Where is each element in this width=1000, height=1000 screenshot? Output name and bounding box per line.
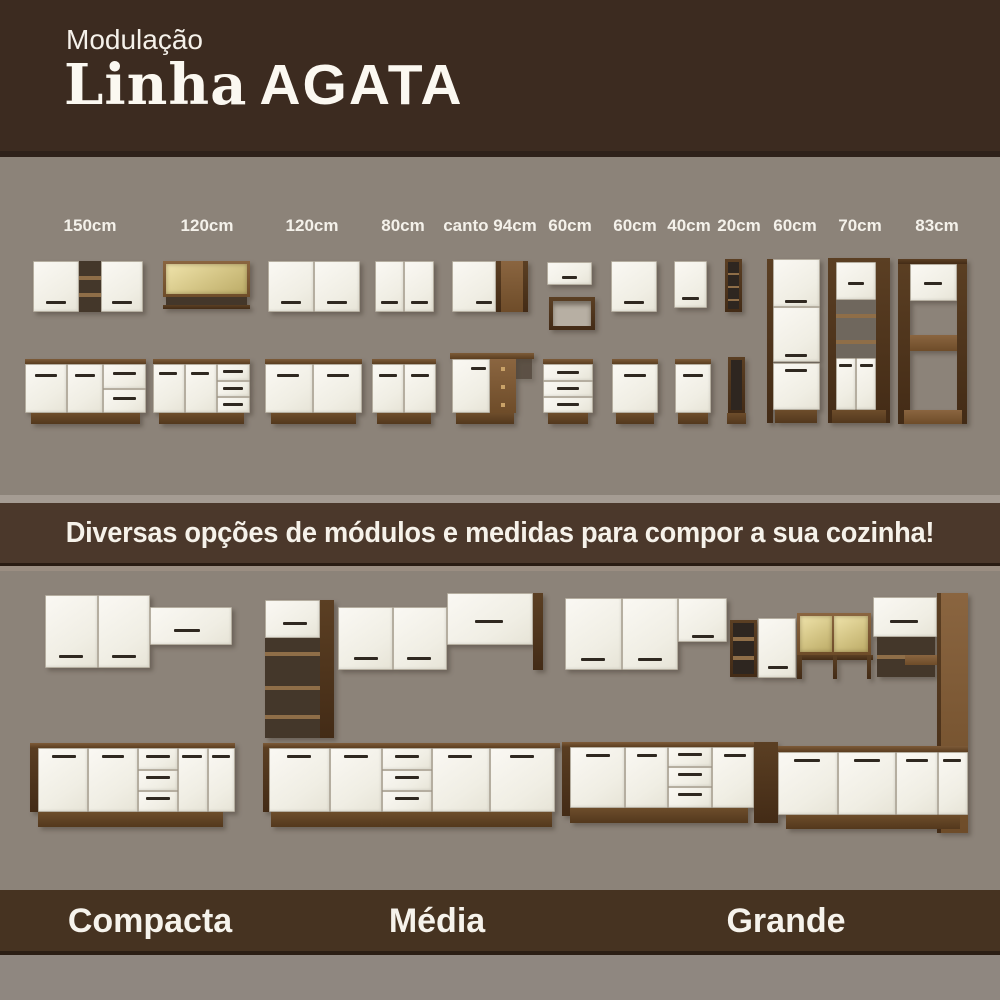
- wall-cabinet-40cm: [674, 261, 707, 308]
- plinth: [271, 812, 552, 827]
- base-board: [904, 410, 962, 424]
- shelf: [79, 276, 101, 280]
- handle: [52, 755, 76, 758]
- handle: [557, 371, 579, 374]
- handle: [281, 301, 301, 304]
- plinth: [377, 413, 431, 424]
- handle: [448, 755, 472, 758]
- handle: [277, 374, 299, 377]
- door: [393, 607, 447, 670]
- plinth: [832, 410, 886, 423]
- drawer: [668, 787, 712, 808]
- open-shelf-20cm: [725, 259, 742, 312]
- plinth: [616, 413, 654, 424]
- shelf: [728, 299, 739, 301]
- glass-door: [834, 616, 868, 652]
- handle: [854, 759, 880, 762]
- variant-label-compacta: Compacta: [67, 902, 233, 940]
- shelf: [265, 715, 320, 719]
- fridge-frame-83cm: [898, 259, 967, 424]
- tall-pantry-60cm: [767, 259, 820, 423]
- drawer: [138, 770, 178, 791]
- title-agata: AGATA: [259, 53, 464, 117]
- module-size-label: 120cm: [285, 216, 339, 235]
- drawer: [668, 747, 712, 767]
- door: [758, 618, 796, 678]
- handle: [586, 754, 610, 757]
- plinth: [678, 413, 708, 424]
- wood-panel: [30, 743, 38, 812]
- handle: [848, 282, 864, 285]
- handle: [407, 657, 431, 660]
- hinge: [501, 367, 505, 371]
- door: [611, 261, 657, 312]
- wood-panel: [898, 259, 910, 424]
- glass-door: [166, 264, 247, 294]
- handle: [223, 403, 243, 406]
- drawer-unit-60cm: [543, 359, 593, 424]
- wood-panel: [533, 593, 543, 670]
- handle: [344, 755, 368, 758]
- module-size-label: 60cm: [548, 216, 592, 235]
- handle: [46, 301, 66, 304]
- plinth: [727, 413, 746, 424]
- flip-door-cabinet-60cm: [547, 262, 592, 285]
- door: [101, 261, 143, 312]
- base-cabinet-120cm-drawers: [153, 359, 250, 424]
- promo-banner: [0, 503, 1000, 566]
- kitchen-grande: [562, 593, 968, 835]
- handle: [223, 387, 243, 390]
- module-size-label: canto 94cm: [443, 216, 537, 235]
- drawer: [668, 767, 712, 787]
- drawer: [103, 364, 146, 389]
- shelf: [733, 637, 754, 641]
- handle: [637, 754, 657, 757]
- door: [675, 364, 711, 413]
- handle: [839, 364, 852, 367]
- handle: [146, 797, 170, 800]
- handle: [327, 301, 347, 304]
- hinge: [501, 403, 505, 407]
- door: [150, 607, 232, 645]
- module-size-label: 60cm: [773, 216, 817, 235]
- shelf: [79, 293, 101, 297]
- plinth: [775, 410, 817, 423]
- handle: [113, 372, 136, 375]
- wood-post: [867, 655, 871, 679]
- hinge: [501, 385, 505, 389]
- handle: [476, 301, 492, 304]
- handle: [411, 301, 428, 304]
- shelf: [728, 286, 739, 288]
- plinth: [548, 413, 588, 424]
- module-size-label: 83cm: [915, 216, 959, 235]
- plinth: [271, 413, 356, 424]
- handle: [327, 374, 349, 377]
- niche-module-60cm: [549, 297, 595, 330]
- glass-door: [800, 616, 832, 652]
- handle: [182, 755, 202, 758]
- shelf: [728, 273, 739, 275]
- base-cabinet-60cm: [612, 359, 658, 424]
- plinth: [570, 808, 748, 823]
- handle: [146, 776, 170, 779]
- handle: [692, 635, 714, 638]
- shelf-board: [910, 335, 957, 351]
- base-cabinet-80cm: [372, 359, 436, 424]
- handle: [678, 753, 702, 756]
- kitchen-media: [263, 593, 560, 833]
- module-size-label: 80cm: [381, 216, 425, 235]
- wall-cabinet-150cm: [33, 261, 143, 312]
- wood-panel: [320, 600, 334, 738]
- handle: [159, 372, 177, 375]
- handle: [471, 367, 486, 370]
- handle: [562, 276, 577, 279]
- handle: [624, 301, 644, 304]
- divider-strip: [0, 566, 1000, 571]
- shelf: [733, 656, 754, 660]
- drawer: [138, 791, 178, 812]
- plinth: [786, 815, 960, 829]
- variant-label-grande: Grande: [726, 902, 846, 940]
- handle: [906, 759, 928, 762]
- handle: [624, 374, 646, 377]
- corner-wall-cabinet-94cm: [452, 261, 528, 312]
- wood-panel: [957, 259, 967, 424]
- door: [674, 261, 707, 308]
- open-niche: [79, 261, 101, 312]
- promo-text: Diversas opções de módulos e medidas para compor a sua cozinha!: [65, 516, 935, 549]
- base-cabinet-40cm: [675, 359, 711, 424]
- handle: [785, 354, 807, 357]
- bottle-rack-20cm: [727, 357, 746, 424]
- title-linha: Linha: [64, 52, 248, 118]
- handle: [638, 658, 662, 661]
- collection-title: [64, 52, 464, 118]
- open-niche: [166, 297, 247, 305]
- drawer: [138, 748, 178, 770]
- plinth: [456, 413, 514, 424]
- drawer: [382, 770, 432, 791]
- kitchen-compacta: [30, 593, 240, 833]
- handle: [924, 282, 942, 285]
- handle: [395, 797, 419, 800]
- door: [265, 600, 320, 638]
- shelf: [836, 314, 876, 318]
- wood-post: [797, 655, 802, 679]
- module-size-label: 120cm: [180, 216, 234, 235]
- open-niche: [733, 623, 754, 674]
- shelf-board: [163, 305, 250, 309]
- handle: [381, 301, 398, 304]
- handle: [75, 374, 95, 377]
- divider-strip: [0, 495, 1000, 503]
- handle: [112, 655, 136, 658]
- door: [265, 364, 313, 413]
- handle: [860, 364, 873, 367]
- door: [25, 364, 67, 413]
- glass-wall-cabinet-120cm: [163, 261, 250, 309]
- handle: [395, 755, 419, 758]
- plinth: [31, 413, 140, 424]
- corner-wood-panel: [754, 742, 778, 823]
- wood-post: [833, 655, 837, 679]
- handle: [724, 754, 746, 757]
- handle: [146, 755, 170, 758]
- module-size-label: 40cm: [667, 216, 711, 235]
- handle: [102, 755, 124, 758]
- door: [836, 262, 876, 300]
- handle: [59, 655, 83, 658]
- door: [314, 261, 360, 312]
- module-size-label: 60cm: [613, 216, 657, 235]
- door: [404, 261, 434, 312]
- handle: [768, 666, 788, 669]
- shelf: [265, 686, 320, 690]
- handle: [678, 793, 702, 796]
- oven-tower-70cm: [828, 258, 890, 423]
- door: [404, 364, 436, 413]
- plinth: [38, 812, 223, 827]
- open-niche: [553, 301, 591, 326]
- handle: [287, 755, 311, 758]
- handle: [785, 300, 807, 303]
- variants-band: [0, 890, 1000, 955]
- collection-eyebrow: Modulação: [66, 24, 203, 55]
- door: [375, 261, 404, 312]
- open-niche: [516, 359, 532, 379]
- handle: [113, 397, 136, 400]
- handle: [174, 629, 200, 632]
- handle: [223, 370, 243, 373]
- handle: [112, 301, 132, 304]
- handle: [283, 622, 307, 625]
- wall-cabinet-80cm: [375, 261, 434, 312]
- door: [612, 364, 658, 413]
- module-size-label: 70cm: [838, 216, 882, 235]
- open-niche: [836, 300, 876, 358]
- handle: [212, 755, 230, 758]
- variant-label-media: Média: [388, 902, 486, 940]
- module-size-label: 150cm: [63, 216, 117, 235]
- shelf: [836, 340, 876, 344]
- handle: [475, 620, 503, 623]
- handle: [35, 374, 57, 377]
- handle: [379, 374, 397, 377]
- base-cabinet-150cm: [25, 359, 146, 424]
- handle: [890, 620, 918, 623]
- drawer: [382, 748, 432, 770]
- door: [33, 261, 79, 312]
- handle: [785, 369, 807, 372]
- door: [547, 262, 592, 285]
- handle: [682, 297, 699, 300]
- handle: [411, 374, 429, 377]
- handle: [354, 657, 378, 660]
- wall-cabinet-60cm: [611, 261, 657, 312]
- handle: [395, 776, 419, 779]
- base-cabinet-120cm: [265, 359, 362, 424]
- handle: [191, 372, 209, 375]
- plinth: [159, 413, 244, 424]
- handle: [794, 759, 820, 762]
- handle: [678, 773, 702, 776]
- door: [67, 364, 103, 413]
- divider-strip: [0, 955, 1000, 1000]
- door: [873, 597, 937, 637]
- handle: [683, 374, 703, 377]
- handle: [581, 658, 605, 661]
- header-banner: [0, 0, 1000, 157]
- door: [452, 261, 496, 312]
- drawer: [382, 791, 432, 812]
- shelf: [265, 652, 320, 656]
- corner-base-cabinet-94cm: [450, 353, 534, 424]
- handle: [510, 755, 534, 758]
- handle: [943, 759, 961, 762]
- drawer: [103, 389, 146, 413]
- open-niche: [731, 360, 742, 410]
- handle: [557, 387, 579, 390]
- door: [313, 364, 362, 413]
- wall-cabinet-120cm: [268, 261, 360, 312]
- door: [268, 261, 314, 312]
- door: [338, 607, 393, 670]
- handle: [557, 403, 579, 406]
- door: [372, 364, 404, 413]
- module-size-label: 20cm: [717, 216, 761, 235]
- wood-panel: [501, 261, 523, 312]
- door: [447, 593, 533, 645]
- wood-panel: [562, 742, 570, 816]
